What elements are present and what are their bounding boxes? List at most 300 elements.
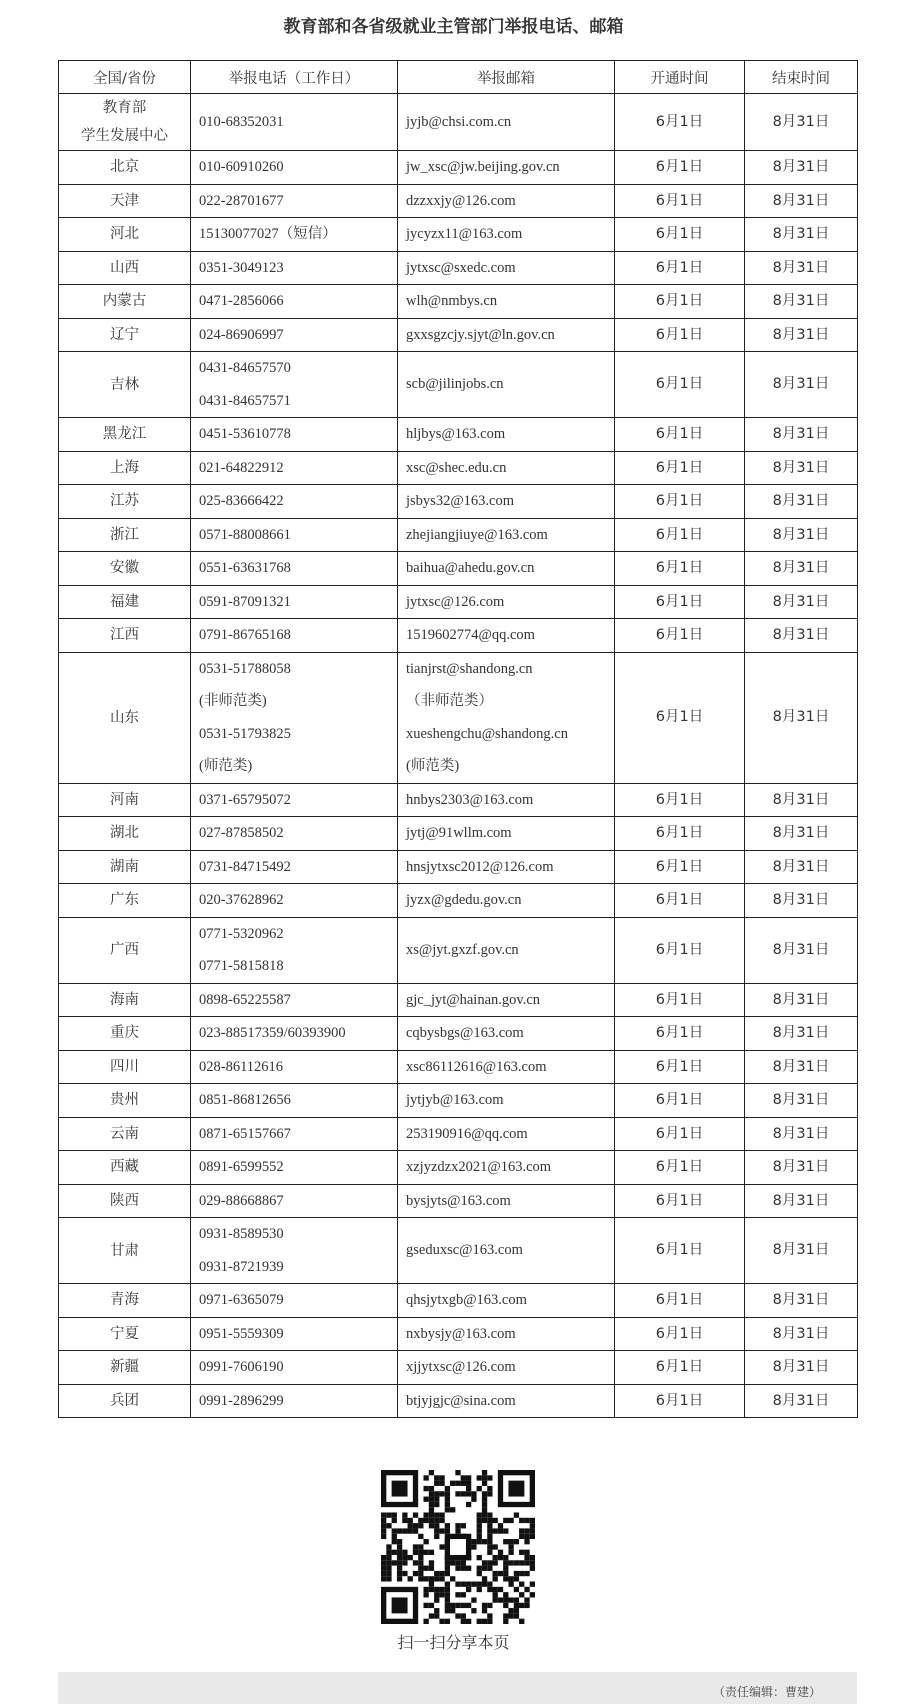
header-email: 举报邮箱	[398, 61, 615, 94]
start-date-cell-text: 6月1日	[655, 326, 704, 343]
end-date-cell	[745, 817, 858, 851]
phone-cell-line: 0991-7606190	[199, 1359, 284, 1375]
table-row	[59, 585, 858, 619]
email-cell	[398, 1184, 615, 1218]
table-body	[59, 94, 858, 1418]
phone-cell	[191, 318, 398, 352]
table-row	[59, 352, 858, 418]
phone-cell	[191, 884, 398, 918]
phone-cell-line: 0431-84657571	[199, 392, 291, 409]
email-cell	[398, 1284, 615, 1318]
table-row	[59, 1317, 858, 1351]
phone-cell	[191, 1184, 398, 1218]
region-cell	[59, 1317, 191, 1351]
email-cell-line: (师范类)	[406, 758, 460, 774]
start-date-cell	[615, 318, 745, 352]
start-date-cell-text: 6月1日	[655, 791, 704, 808]
region-cell	[59, 817, 191, 851]
email-cell-line: scb@jilinjobs.cn	[406, 376, 504, 393]
region-cell-line: 浙江	[110, 526, 139, 543]
email-cell-line: xjjytxsc@126.com	[406, 1359, 516, 1375]
phone-cell-line: 0931-8589530	[199, 1226, 284, 1242]
region-cell-line: 陕西	[110, 1192, 139, 1209]
table-row	[59, 94, 858, 151]
start-date-cell	[615, 1151, 745, 1185]
phone-cell-line: 0431-84657570	[199, 360, 291, 376]
email-cell	[398, 917, 615, 983]
phone-cell-line: 0531-51788058	[199, 660, 291, 677]
end-date-cell	[745, 1317, 858, 1351]
phone-cell	[191, 1351, 398, 1385]
region-cell-line: 青海	[110, 1292, 139, 1309]
email-cell	[398, 451, 615, 485]
start-date-cell-text: 6月1日	[655, 1392, 704, 1409]
email-cell-line: nxbysjy@163.com	[406, 1325, 516, 1342]
phone-cell	[191, 184, 398, 218]
table-row	[59, 151, 858, 185]
table-row	[59, 619, 858, 653]
region-cell	[59, 884, 191, 918]
phone-cell-line: 0991-2896299	[199, 1392, 284, 1409]
table-row	[59, 184, 858, 218]
phone-cell-line: 027-87858502	[199, 825, 284, 841]
region-cell-line: 天津	[110, 192, 139, 209]
region-cell-line: 辽宁	[110, 326, 139, 343]
email-cell	[398, 652, 615, 783]
table-row	[59, 1384, 858, 1418]
email-cell	[398, 619, 615, 653]
region-cell-line: 海南	[110, 991, 139, 1008]
end-date-cell-text: 8月31日	[772, 593, 830, 610]
end-date-cell-text: 8月31日	[772, 1392, 830, 1409]
phone-cell	[191, 218, 398, 252]
table-row	[59, 518, 858, 552]
email-cell-line: jytxsc@126.com	[406, 593, 505, 610]
phone-cell-line: 010-68352031	[199, 113, 284, 130]
end-date-cell-text: 8月31日	[772, 1025, 830, 1041]
phone-cell	[191, 151, 398, 185]
email-cell-line: xsc86112616@163.com	[406, 1058, 547, 1075]
start-date-cell-text: 6月1日	[655, 1359, 704, 1375]
region-cell-line: 湖北	[110, 825, 139, 842]
email-cell-line: jytj@91wllm.com	[406, 825, 512, 841]
start-date-cell	[615, 619, 745, 653]
email-cell-line: jytjyb@163.com	[406, 1092, 504, 1108]
region-cell-line: 河北	[110, 226, 139, 243]
phone-cell-line: (师范类)	[199, 758, 253, 774]
phone-cell	[191, 552, 398, 586]
region-cell	[59, 619, 191, 653]
phone-cell	[191, 1050, 398, 1084]
phone-cell-line: 0451-53610778	[199, 426, 291, 442]
email-cell-line: 1519602774@qq.com	[406, 627, 535, 643]
email-cell	[398, 1351, 615, 1385]
email-cell-line: hljbys@163.com	[406, 426, 506, 442]
email-cell-line: hnbys2303@163.com	[406, 791, 534, 808]
region-cell-line: 教育部	[102, 100, 147, 116]
email-cell	[398, 318, 615, 352]
end-date-cell-text: 8月31日	[772, 226, 830, 242]
phone-cell-line: 0571-88008661	[199, 526, 291, 543]
email-cell	[398, 151, 615, 185]
email-cell-line: btjyjgjc@sina.com	[406, 1392, 516, 1409]
table-row	[59, 1050, 858, 1084]
phone-cell	[191, 352, 398, 418]
region-cell	[59, 1117, 191, 1151]
start-date-cell	[615, 1184, 745, 1218]
region-cell	[59, 585, 191, 619]
end-date-cell	[745, 783, 858, 817]
end-date-cell	[745, 251, 858, 285]
start-date-cell-text: 6月1日	[655, 858, 704, 875]
phone-cell	[191, 94, 398, 151]
start-date-cell-text: 6月1日	[655, 560, 704, 576]
region-cell-line: 广西	[110, 942, 139, 958]
start-date-cell-text: 6月1日	[655, 113, 704, 130]
email-cell	[398, 850, 615, 884]
email-cell	[398, 783, 615, 817]
start-date-cell-text: 6月1日	[655, 1092, 704, 1108]
phone-cell-line: 0771-5320962	[199, 925, 284, 942]
email-cell	[398, 1117, 615, 1151]
end-date-cell	[745, 1017, 858, 1051]
end-date-cell-text: 8月31日	[772, 709, 830, 726]
email-cell	[398, 285, 615, 319]
header-start-date: 开通时间	[615, 61, 745, 94]
start-date-cell	[615, 1384, 745, 1418]
email-cell	[398, 1084, 615, 1118]
email-cell-line: cqbysbgs@163.com	[406, 1025, 524, 1041]
end-date-cell-text: 8月31日	[772, 493, 830, 509]
end-date-cell	[745, 318, 858, 352]
region-cell-line: 广东	[110, 892, 139, 909]
email-cell	[398, 1151, 615, 1185]
email-cell	[398, 552, 615, 586]
start-date-cell	[615, 285, 745, 319]
start-date-cell	[615, 917, 745, 983]
end-date-cell	[745, 884, 858, 918]
footer-bar	[58, 1672, 857, 1704]
end-date-cell	[745, 1151, 858, 1185]
phone-cell-line: 0531-51793825	[199, 725, 291, 742]
email-cell-line: qhsjytxgb@163.com	[406, 1292, 527, 1308]
region-cell-line: 江西	[110, 627, 139, 644]
end-date-cell-text: 8月31日	[772, 526, 830, 543]
end-date-cell	[745, 983, 858, 1017]
start-date-cell-text: 6月1日	[655, 376, 704, 393]
email-cell-line: xs@jyt.gxzf.gov.cn	[406, 941, 519, 958]
table-row	[59, 1284, 858, 1318]
end-date-cell	[745, 917, 858, 983]
phone-cell	[191, 1218, 398, 1284]
region-cell-line: 云南	[110, 1125, 139, 1142]
region-cell	[59, 917, 191, 983]
email-cell-line: xueshengchu@shandong.cn	[406, 725, 568, 742]
start-date-cell	[615, 850, 745, 884]
end-date-cell	[745, 1218, 858, 1284]
region-cell-line: 山东	[110, 709, 139, 726]
email-cell	[398, 884, 615, 918]
phone-cell-line: 029-88668867	[199, 1192, 284, 1209]
phone-cell	[191, 1317, 398, 1351]
table-row	[59, 318, 858, 352]
start-date-cell	[615, 817, 745, 851]
start-date-cell-text: 6月1日	[655, 526, 704, 543]
end-date-cell-text: 8月31日	[772, 1192, 830, 1209]
start-date-cell	[615, 218, 745, 252]
end-date-cell-text: 8月31日	[772, 159, 830, 175]
email-cell-line: zhejiangjiuye@163.com	[406, 526, 548, 543]
region-cell-line: 黑龙江	[102, 426, 147, 443]
end-date-cell-text: 8月31日	[772, 259, 830, 276]
start-date-cell-text: 6月1日	[655, 1192, 704, 1209]
start-date-cell-text: 6月1日	[655, 1159, 704, 1175]
phone-cell-line: 0551-63631768	[199, 560, 291, 576]
table-row	[59, 418, 858, 452]
start-date-cell	[615, 1317, 745, 1351]
start-date-cell-text: 6月1日	[655, 941, 704, 958]
start-date-cell-text: 6月1日	[655, 159, 704, 175]
phone-cell-line: 025-83666422	[199, 493, 284, 509]
phone-cell-line: 010-60910260	[199, 159, 284, 175]
phone-cell	[191, 817, 398, 851]
region-cell-line: 河南	[110, 791, 139, 808]
header-phone: 举报电话（工作日）	[191, 61, 398, 94]
start-date-cell	[615, 451, 745, 485]
phone-cell-line: 0731-84715492	[199, 858, 291, 875]
phone-cell-line: 0931-8721939	[199, 1258, 284, 1275]
phone-cell	[191, 619, 398, 653]
table-row	[59, 884, 858, 918]
phone-cell-line: 024-86906997	[199, 326, 284, 343]
email-cell	[398, 352, 615, 418]
region-cell	[59, 1050, 191, 1084]
start-date-cell-text: 6月1日	[655, 991, 704, 1008]
end-date-cell-text: 8月31日	[772, 791, 830, 808]
start-date-cell-text: 6月1日	[655, 892, 704, 908]
end-date-cell-text: 8月31日	[772, 1359, 830, 1375]
phone-cell	[191, 251, 398, 285]
start-date-cell	[615, 552, 745, 586]
table-row	[59, 1351, 858, 1385]
table-row	[59, 917, 858, 983]
end-date-cell	[745, 518, 858, 552]
region-cell	[59, 451, 191, 485]
phone-cell	[191, 418, 398, 452]
start-date-cell-text: 6月1日	[655, 1242, 704, 1259]
email-cell	[398, 1317, 615, 1351]
email-cell	[398, 585, 615, 619]
end-date-cell-text: 8月31日	[772, 113, 830, 130]
start-date-cell-text: 6月1日	[655, 825, 704, 841]
region-cell	[59, 418, 191, 452]
phone-cell-line: 0591-87091321	[199, 593, 291, 610]
region-cell	[59, 1351, 191, 1385]
end-date-cell-text: 8月31日	[772, 1125, 830, 1142]
start-date-cell-text: 6月1日	[655, 1292, 704, 1308]
region-cell	[59, 94, 191, 151]
region-cell	[59, 1084, 191, 1118]
end-date-cell-text: 8月31日	[772, 825, 830, 841]
header-region: 全国/省份	[59, 61, 191, 94]
end-date-cell-text: 8月31日	[772, 293, 830, 309]
start-date-cell-text: 6月1日	[655, 709, 704, 726]
start-date-cell-text: 6月1日	[655, 426, 704, 442]
phone-cell-line: 023-88517359/60393900	[199, 1025, 346, 1041]
end-date-cell	[745, 1084, 858, 1118]
end-date-cell-text: 8月31日	[772, 627, 830, 643]
start-date-cell-text: 6月1日	[655, 226, 704, 242]
start-date-cell-text: 6月1日	[655, 1058, 704, 1075]
end-date-cell	[745, 94, 858, 151]
email-cell	[398, 1384, 615, 1418]
table-row	[59, 251, 858, 285]
phone-cell	[191, 1017, 398, 1051]
end-date-cell	[745, 652, 858, 783]
start-date-cell	[615, 352, 745, 418]
header-end-date: 结束时间	[745, 61, 858, 94]
end-date-cell-text: 8月31日	[772, 1159, 830, 1175]
region-cell	[59, 1017, 191, 1051]
region-cell	[59, 552, 191, 586]
end-date-cell	[745, 850, 858, 884]
region-cell	[59, 983, 191, 1017]
end-date-cell-text: 8月31日	[772, 1058, 830, 1075]
region-cell	[59, 850, 191, 884]
table-row	[59, 783, 858, 817]
region-cell	[59, 285, 191, 319]
start-date-cell	[615, 1084, 745, 1118]
start-date-cell	[615, 983, 745, 1017]
phone-cell	[191, 451, 398, 485]
end-date-cell	[745, 1050, 858, 1084]
start-date-cell	[615, 783, 745, 817]
region-cell	[59, 783, 191, 817]
qr-caption: 扫一扫分享本页	[397, 1633, 510, 1652]
page-title: 教育部和各省级就业主管部门举报电话、邮箱	[283, 17, 624, 37]
start-date-cell	[615, 1117, 745, 1151]
region-cell	[59, 1184, 191, 1218]
email-cell-line: dzzxxjy@126.com	[406, 192, 516, 209]
table-row	[59, 850, 858, 884]
region-cell	[59, 1151, 191, 1185]
phone-cell-line: 021-64822912	[199, 459, 284, 476]
end-date-cell	[745, 418, 858, 452]
region-cell-line: 贵州	[110, 1092, 139, 1109]
start-date-cell-text: 6月1日	[655, 593, 704, 610]
phone-cell	[191, 1284, 398, 1318]
region-cell-line: 上海	[110, 459, 139, 476]
phone-cell-line: 0951-5559309	[199, 1325, 284, 1342]
table-row	[59, 1117, 858, 1151]
email-cell-line: jytxsc@sxedc.com	[406, 259, 516, 276]
table-row	[59, 552, 858, 586]
phone-cell-line: 0898-65225587	[199, 991, 291, 1008]
phone-cell-line: 0791-86765168	[199, 627, 291, 643]
start-date-cell-text: 6月1日	[655, 259, 704, 276]
email-cell-line: gseduxsc@163.com	[406, 1242, 523, 1259]
end-date-cell	[745, 1284, 858, 1318]
end-date-cell	[745, 151, 858, 185]
phone-cell-line: 0371-65795072	[199, 791, 291, 808]
end-date-cell-text: 8月31日	[772, 426, 830, 442]
region-cell-line: 西藏	[110, 1159, 139, 1176]
responsible-editor: （责任编辑：曹建）	[712, 1685, 821, 1699]
region-cell-line: 新疆	[110, 1359, 139, 1376]
start-date-cell-text: 6月1日	[655, 293, 704, 309]
region-cell-line: 内蒙古	[102, 293, 147, 310]
end-date-cell	[745, 619, 858, 653]
end-date-cell-text: 8月31日	[772, 459, 830, 476]
start-date-cell	[615, 418, 745, 452]
region-cell	[59, 352, 191, 418]
start-date-cell-text: 6月1日	[655, 493, 704, 509]
email-cell-line: xsc@shec.edu.cn	[406, 459, 507, 476]
phone-cell-line: 15130077027（短信）	[199, 226, 337, 242]
region-cell	[59, 318, 191, 352]
email-cell-line: baihua@ahedu.gov.cn	[406, 560, 535, 576]
end-date-cell-text: 8月31日	[772, 376, 830, 393]
region-cell-line: 宁夏	[110, 1325, 139, 1342]
email-cell	[398, 184, 615, 218]
phone-cell	[191, 652, 398, 783]
phone-cell-line: 028-86112616	[199, 1058, 284, 1075]
region-cell-line: 兵团	[110, 1392, 139, 1409]
start-date-cell	[615, 251, 745, 285]
start-date-cell	[615, 884, 745, 918]
email-cell	[398, 983, 615, 1017]
region-cell-line: 甘肃	[110, 1242, 139, 1259]
phone-cell-line: (非师范类)	[199, 693, 267, 709]
table-row	[59, 1184, 858, 1218]
phone-cell	[191, 518, 398, 552]
email-cell	[398, 518, 615, 552]
report-contacts-table	[58, 60, 858, 1418]
end-date-cell	[745, 485, 858, 519]
table-row	[59, 817, 858, 851]
end-date-cell-text: 8月31日	[772, 560, 830, 576]
email-cell-line: jycyzx11@163.com	[406, 226, 523, 242]
phone-cell	[191, 485, 398, 519]
region-cell	[59, 518, 191, 552]
phone-cell-line: 0851-86812656	[199, 1092, 291, 1108]
table-row	[59, 451, 858, 485]
start-date-cell	[615, 485, 745, 519]
phone-cell	[191, 1384, 398, 1418]
phone-cell	[191, 850, 398, 884]
table-row	[59, 983, 858, 1017]
phone-cell-line: 022-28701677	[199, 192, 284, 209]
start-date-cell	[615, 1351, 745, 1385]
end-date-cell	[745, 552, 858, 586]
email-cell-line: jyzx@gdedu.gov.cn	[406, 892, 522, 908]
start-date-cell	[615, 585, 745, 619]
end-date-cell-text: 8月31日	[772, 326, 830, 343]
qr-code[interactable]	[381, 1470, 535, 1624]
start-date-cell	[615, 518, 745, 552]
table-row	[59, 1218, 858, 1284]
region-cell	[59, 485, 191, 519]
region-cell-line: 吉林	[110, 376, 139, 393]
end-date-cell	[745, 184, 858, 218]
region-cell-line: 四川	[110, 1058, 139, 1075]
region-cell-line: 学生发展中心	[81, 128, 168, 144]
end-date-cell	[745, 451, 858, 485]
start-date-cell-text: 6月1日	[655, 1025, 704, 1041]
end-date-cell	[745, 218, 858, 252]
end-date-cell-text: 8月31日	[772, 858, 830, 875]
email-cell-line: hnsjytxsc2012@126.com	[406, 858, 554, 875]
